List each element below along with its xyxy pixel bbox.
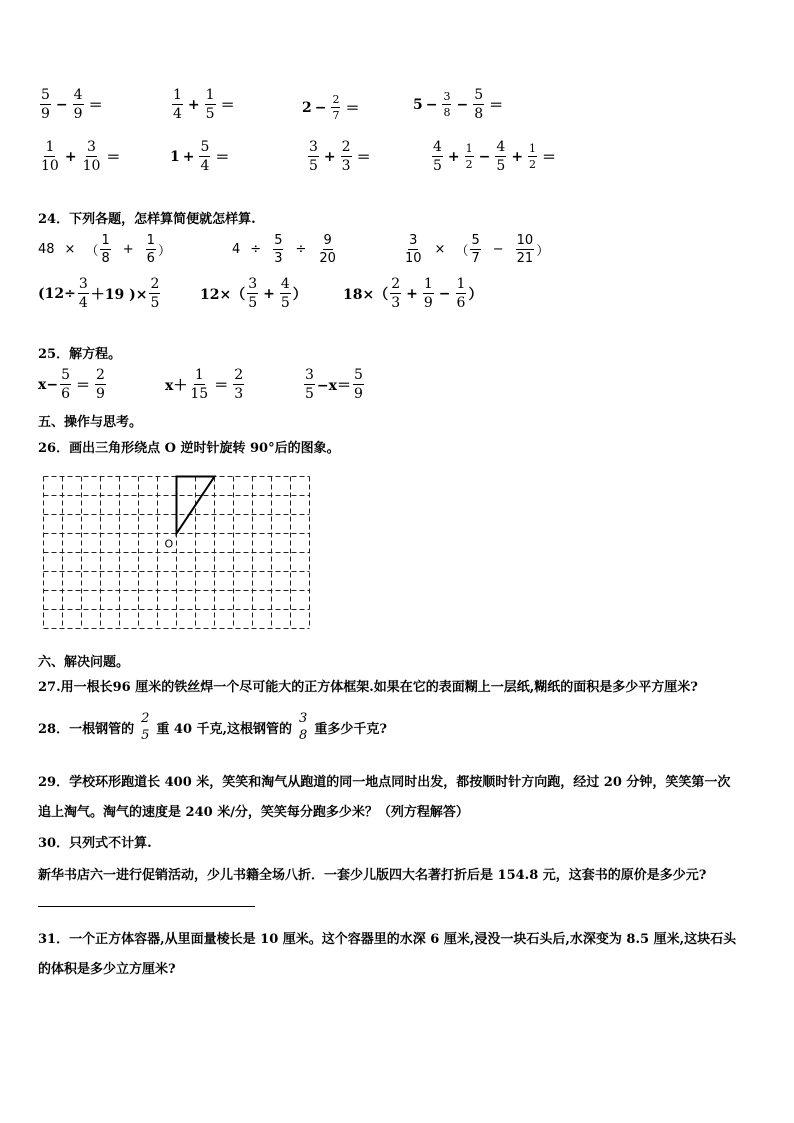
expression-text: ） (292, 286, 307, 303)
expression-text: x＋ (165, 377, 188, 394)
fraction (465, 143, 474, 170)
q28-fraction-2-num: 3 (299, 711, 308, 726)
q30-title: 30．只列式不计算. (38, 836, 152, 851)
fraction-denominator: 8 (443, 106, 451, 119)
operator: ＝ (215, 149, 230, 166)
fraction (331, 94, 340, 121)
fraction (318, 234, 337, 265)
fraction-denominator: 4 (78, 295, 88, 311)
fraction (172, 88, 183, 121)
q24-expr-1 (38, 234, 171, 265)
expression-text: 18×（ (343, 286, 389, 303)
expression-row1-4 (413, 88, 506, 121)
fraction-denominator: 5 (433, 158, 442, 174)
q24-title: 24．下列各题，怎样算简便就怎样算. (38, 212, 256, 227)
expression-text: 2 (302, 99, 312, 116)
q28-line (38, 712, 387, 742)
fraction-numerator: 1 (423, 276, 433, 292)
expression-row1-2 (170, 88, 238, 121)
fraction-denominator: 3 (341, 158, 351, 174)
fraction (205, 88, 216, 121)
fraction (280, 277, 291, 310)
fraction (442, 91, 451, 118)
fraction-numerator: 1 (194, 367, 204, 383)
fraction-denominator: 5 (150, 295, 160, 311)
fraction-numerator: 2 (96, 367, 105, 383)
fraction-numerator: 3 (309, 139, 318, 155)
q28-suffix: 重多少千克? (314, 721, 387, 737)
fraction-numerator: 1 (146, 233, 155, 248)
fraction-numerator: 9 (323, 233, 332, 248)
q24-expr-2 (232, 234, 339, 265)
fraction (528, 143, 537, 170)
fraction (390, 277, 401, 310)
fraction (304, 368, 315, 401)
q28-prefix: 28．一根钢管的 (38, 721, 135, 737)
fraction (473, 88, 484, 121)
fraction-denominator: 15 (190, 386, 209, 402)
fraction-numerator: 5 (471, 233, 480, 248)
q28-fraction-1-den: 5 (141, 728, 150, 743)
expression-text: ） (468, 286, 483, 303)
expression-text: ＋19 )× (90, 286, 148, 303)
expression-row1-1 (38, 88, 106, 121)
fraction (82, 140, 102, 173)
operator: − (314, 99, 327, 116)
q31-line-2: 的体积是多少立方厘米? (38, 962, 176, 977)
point-o-label: O (164, 537, 174, 551)
q29-line-1: 29．学校环形跑道长 400 米，笑笑和淘气从跑道的同一地点同时出发，都按顺时针方向跑，经过 20 分钟，笑笑第一次 (38, 775, 731, 790)
fraction-denominator: 4 (173, 106, 182, 122)
fraction-numerator: 1 (456, 276, 466, 292)
fraction-denominator: 4 (200, 158, 210, 174)
operator: ＝ (214, 377, 229, 394)
fraction-denominator: 5 (205, 106, 215, 122)
operator: + (122, 242, 134, 257)
q28-fraction-2 (298, 712, 308, 742)
answer-line (38, 906, 255, 907)
fraction-numerator: 3 (305, 367, 314, 383)
operator: + (182, 148, 195, 165)
q27-text: 27.用一根长96 厘米的铁丝焊一个尽可能大的正方体框架.如果在它的表面糊上一层纸,糊纸的面积是多少平方厘米? (38, 680, 698, 695)
expression-text: ） (536, 244, 550, 259)
fraction (233, 368, 244, 401)
fraction (146, 234, 156, 265)
fraction (353, 368, 364, 401)
fraction-numerator: 2 (391, 276, 401, 292)
operator: + (511, 148, 524, 165)
operator: ＝ (76, 377, 90, 394)
section-6-heading: 六、解决问题。 (38, 655, 130, 670)
fraction-denominator: 9 (96, 386, 105, 402)
fraction-denominator: 5 (305, 386, 314, 402)
operator: ＝ (88, 97, 103, 114)
q24-expr-3 (402, 234, 549, 265)
fraction (341, 140, 352, 173)
fraction-numerator: 1 (45, 139, 55, 155)
fraction (95, 368, 106, 401)
fraction-numerator: 4 (73, 87, 83, 103)
rotation-grid (42, 475, 318, 633)
q28-middle: 重 40 千克,这根钢管的 (156, 721, 293, 737)
fraction-denominator: 6 (61, 386, 70, 402)
operator: − (55, 96, 68, 113)
fraction-denominator: 5 (496, 158, 506, 174)
q28-fraction-1 (140, 712, 150, 742)
operator: ＝ (220, 97, 235, 114)
q30-body: 新华书店六一进行促销活动，少儿书籍全场八折．一套少儿版四大名著打折后是 154.8 元，这套书的原价是多少元? (38, 868, 707, 883)
fraction-numerator: 5 (200, 139, 210, 155)
operator: + (406, 285, 418, 302)
fraction-denominator: 6 (456, 295, 466, 311)
operator: ＝ (489, 97, 504, 114)
fraction (78, 277, 89, 310)
fraction-numerator: 1 (173, 87, 182, 103)
q28-fraction-2-den: 8 (299, 728, 308, 743)
fraction-numerator: 1 (205, 87, 215, 103)
fraction-numerator: 2 (332, 93, 340, 106)
fraction-denominator: 7 (332, 109, 340, 122)
fraction-denominator: 21 (516, 251, 534, 266)
fraction-numerator: 3 (248, 276, 258, 292)
fraction (404, 234, 423, 265)
fraction (149, 277, 160, 310)
fraction-numerator: 3 (87, 139, 96, 155)
operator: + (263, 285, 275, 302)
fraction-numerator: 5 (61, 367, 70, 383)
fraction (189, 368, 209, 401)
q24-expr-6 (343, 277, 482, 310)
fraction (199, 140, 210, 173)
equation-1 (38, 368, 108, 401)
fraction-denominator: 5 (280, 295, 290, 311)
fraction-numerator: 2 (234, 367, 244, 383)
fraction-numerator: 4 (496, 139, 506, 155)
fraction-numerator: 2 (150, 276, 160, 292)
fraction-denominator: 10 (405, 251, 422, 266)
fraction (495, 140, 506, 173)
expression-text: ） (157, 244, 171, 259)
expression-text: 1 (170, 148, 180, 165)
operator: × (64, 242, 76, 257)
operator: − (492, 242, 504, 257)
operator: ＝ (106, 149, 121, 166)
fraction (247, 277, 258, 310)
fraction-denominator: 3 (274, 251, 283, 266)
fraction-denominator: 3 (234, 386, 244, 402)
fraction-denominator: 9 (354, 386, 363, 402)
expression-text: （ (455, 244, 469, 259)
fraction (308, 140, 319, 173)
fraction-numerator: 5 (274, 233, 283, 248)
section-5-heading: 五、操作与思考。 (38, 415, 143, 430)
operator: + (64, 148, 77, 165)
expression-row2-1 (38, 140, 123, 173)
fraction-denominator: 9 (73, 106, 83, 122)
q26-title: 26．画出三角形绕点 O 逆时针旋转 90°后的图象。 (38, 441, 340, 456)
q24-expr-5 (200, 277, 307, 310)
expression-row2-4 (430, 140, 559, 173)
q25-title: 25．解方程。 (38, 347, 122, 362)
operator: − (478, 148, 491, 165)
fraction (456, 277, 467, 310)
fraction-denominator: 5 (309, 158, 318, 174)
q31-line-1: 31．一个正方体容器,从里面量棱长是 10 厘米。这个容器里的水深 6 厘米,浸没一块石头后,水深变为 8.5 厘米,这块石头 (38, 932, 737, 947)
fraction-numerator: 4 (280, 276, 290, 292)
operator: ＝ (345, 100, 360, 117)
expression-row2-2 (170, 140, 232, 173)
fraction (470, 234, 480, 265)
fraction (423, 277, 434, 310)
fraction-denominator: 3 (391, 295, 401, 311)
fraction-numerator: 1 (529, 142, 537, 155)
operator: × (434, 242, 446, 257)
operator: ÷ (250, 242, 262, 257)
fraction-numerator: 2 (341, 139, 351, 155)
fraction (516, 234, 535, 265)
fraction-numerator: 5 (41, 87, 50, 103)
expression-text: 12×（ (200, 286, 246, 303)
operator: − (438, 285, 451, 302)
q24-expr-4 (38, 277, 162, 310)
fraction-numerator: 5 (474, 87, 484, 103)
fraction (100, 234, 110, 265)
expression-row1-3 (302, 94, 362, 121)
expression-text: （ (85, 244, 99, 259)
expression-text: −x＝ (316, 377, 351, 394)
equation-2 (165, 368, 246, 401)
fraction-denominator: 20 (319, 251, 336, 266)
q28-fraction-1-num: 2 (141, 711, 150, 726)
fraction-numerator: 3 (443, 90, 451, 103)
fraction-numerator: 3 (78, 276, 88, 292)
operator: ÷ (295, 242, 307, 257)
expression-text: 5 (413, 96, 423, 113)
fraction (60, 368, 71, 401)
fraction-numerator: 3 (409, 233, 418, 248)
fraction (432, 140, 443, 173)
expression-text: x− (38, 376, 59, 393)
fraction (73, 88, 84, 121)
fraction-numerator: 10 (516, 233, 534, 248)
fraction (40, 140, 60, 173)
fraction-denominator: 7 (471, 251, 480, 266)
expression-text: 4 (232, 242, 241, 257)
operator: + (447, 148, 460, 165)
operator: − (456, 96, 469, 113)
fraction-denominator: 10 (82, 158, 101, 174)
operator: − (425, 96, 438, 113)
fraction (40, 88, 51, 121)
triangle-layer (165, 477, 215, 551)
equation-3 (302, 368, 366, 401)
fraction-denominator: 9 (423, 295, 433, 311)
fraction-denominator: 2 (529, 158, 537, 171)
fraction-numerator: 5 (354, 367, 363, 383)
operator: + (187, 96, 200, 113)
fraction-denominator: 10 (41, 158, 59, 174)
fraction-denominator: 8 (474, 106, 484, 122)
fraction-numerator: 1 (101, 233, 110, 248)
q29-line-2: 追上淘气。淘气的速度是 240 米/分，笑笑每分跑多少米？（列方程解答） (38, 805, 469, 820)
fraction-numerator: 1 (465, 142, 473, 155)
fraction-denominator: 8 (101, 251, 110, 266)
fraction-numerator: 4 (433, 139, 442, 155)
operator: ＝ (542, 149, 557, 166)
expression-row2-3 (306, 140, 374, 173)
expression-text: 48 (38, 242, 55, 257)
fraction-denominator: 5 (248, 295, 258, 311)
fraction-denominator: 6 (146, 251, 155, 266)
operator: + (323, 148, 336, 165)
expression-text: (12÷ (38, 285, 76, 302)
fraction-denominator: 2 (465, 158, 473, 171)
fraction (273, 234, 283, 265)
fraction-denominator: 9 (41, 106, 50, 122)
operator: ＝ (356, 149, 371, 166)
